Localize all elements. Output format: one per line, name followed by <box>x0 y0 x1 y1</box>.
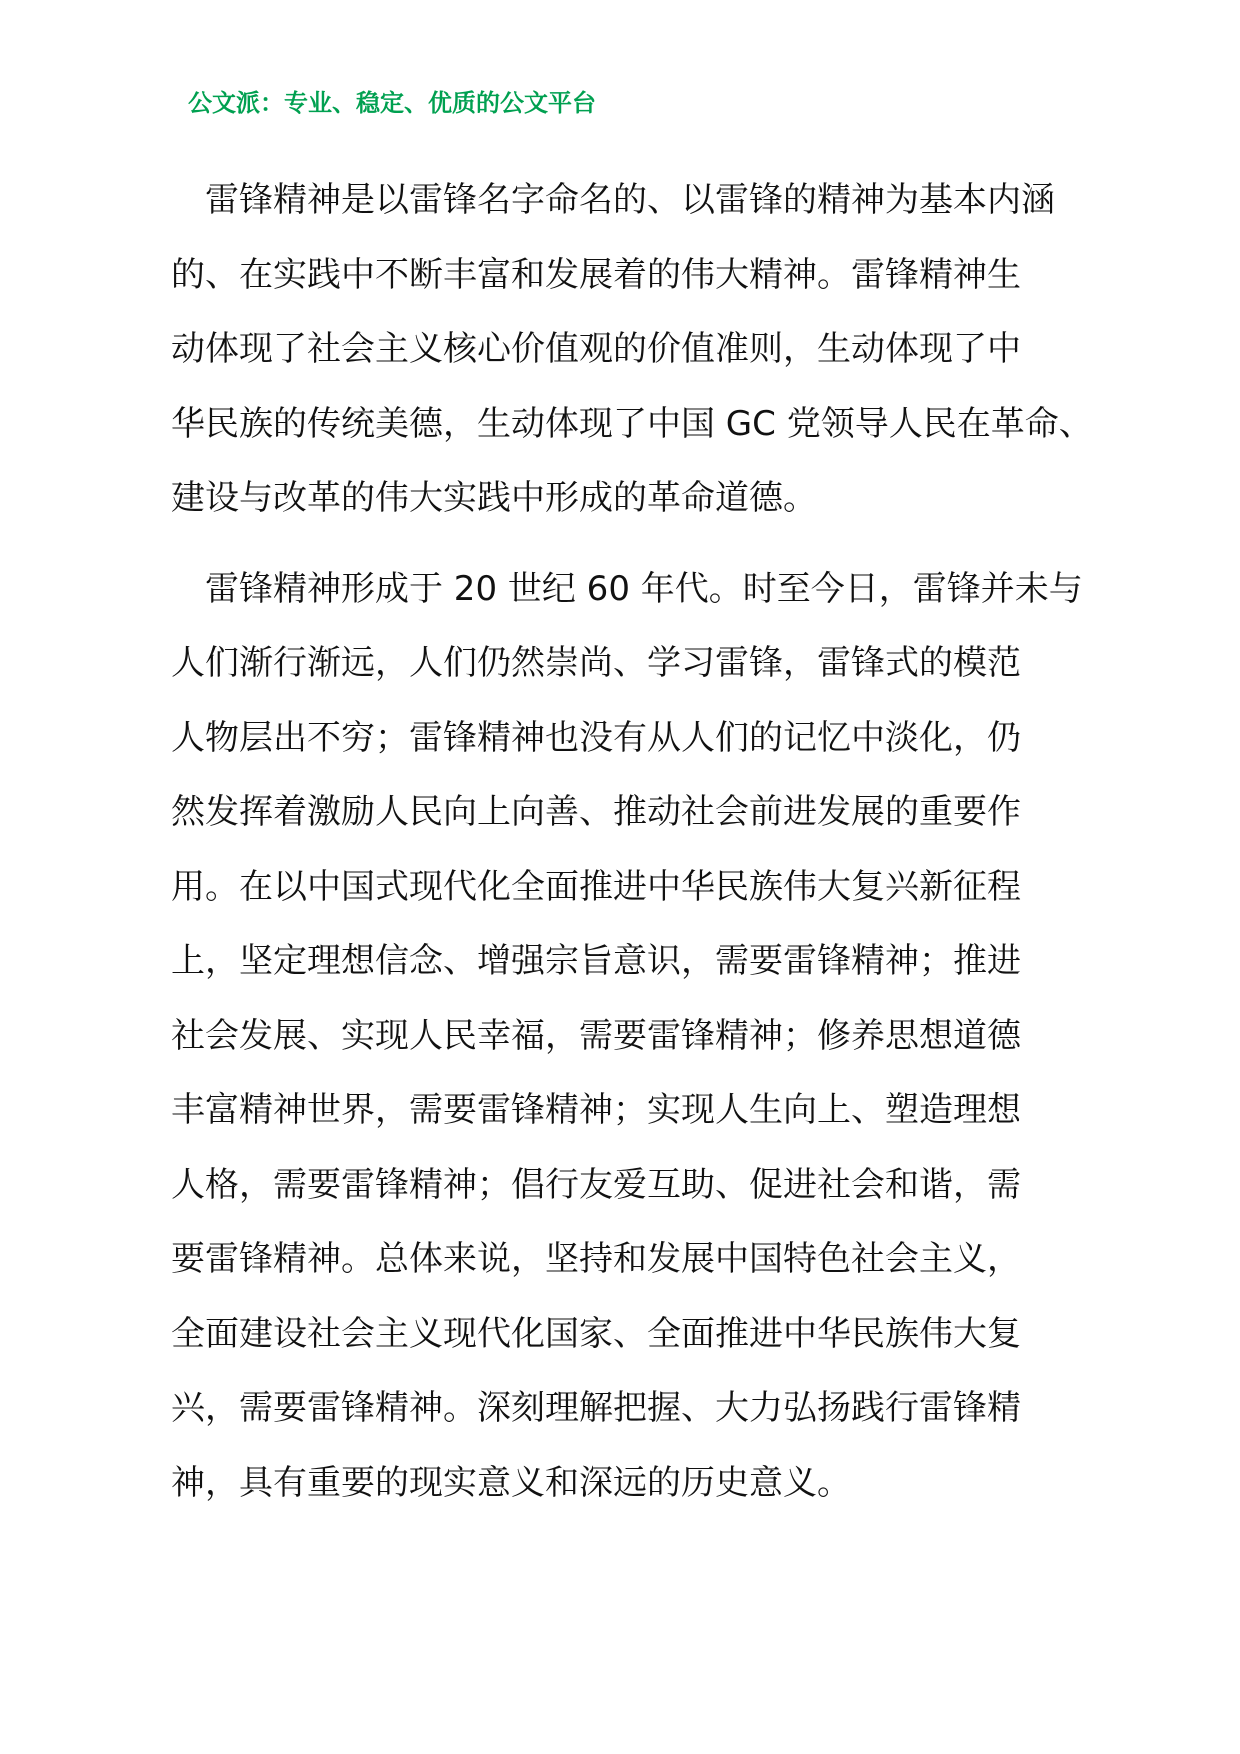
paragraph-line: 雷锋精神形成于 20 世纪 60 年代。时至今日，雷锋并未与 <box>205 568 1083 609</box>
paragraph-line: 建设与改革的伟大实践中形成的革命道德。 <box>171 478 817 518</box>
paragraph-line: 用。在以中国式现代化全面推进中华民族伟大复兴新征程 <box>171 866 1021 907</box>
paragraph-line: 全面建设社会主义现代化国家、全面推进中华民族伟大复 <box>171 1313 1021 1354</box>
site-header-title: 公文派：专业、稳定、优质的公文平台 <box>188 89 596 117</box>
document-body <box>171 163 1093 1536</box>
paragraph-line: 动体现了社会主义核心价值观的价值准则，生动体现了中 <box>171 329 1021 369</box>
paragraph-1 <box>171 163 1093 536</box>
paragraph-line: 华民族的传统美德，生动体现了中国 GC 党领导人民在革命、 <box>171 403 1093 444</box>
paragraph-line: 人物层出不穷；雷锋精神也没有从人们的记忆中淡化，仍 <box>171 717 1021 758</box>
paragraph-line: 然发挥着激励人民向上向善、推动社会前进发展的重要作 <box>171 792 1021 832</box>
paragraph-line: 雷锋精神是以雷锋名字命名的、以雷锋的精神为基本内涵 <box>205 180 1055 220</box>
paragraph-line: 的、在实践中不断丰富和发展着的伟大精神。雷锋精神生 <box>171 254 1021 295</box>
paragraph-2 <box>171 552 1083 1521</box>
paragraph-line: 上，坚定理想信念、增强宗旨意识，需要雷锋精神；推进 <box>171 941 1021 981</box>
paragraph-line: 神，具有重要的现实意义和深远的历史意义。 <box>171 1462 851 1503</box>
paragraph-line: 人格，需要雷锋精神；倡行友爱互助、促进社会和谐，需 <box>171 1164 1021 1205</box>
paragraph-line: 丰富精神世界，需要雷锋精神；实现人生向上、塑造理想 <box>171 1090 1021 1130</box>
paragraph-line: 人们渐行渐远，人们仍然崇尚、学习雷锋，雷锋式的模范 <box>171 643 1021 683</box>
paragraph-line: 要雷锋精神。总体来说，坚持和发展中国特色社会主义， <box>171 1239 1021 1279</box>
paragraph-line: 兴，需要雷锋精神。深刻理解把握、大力弘扬践行雷锋精 <box>171 1388 1021 1428</box>
paragraph-line: 社会发展、实现人民幸福，需要雷锋精神；修养思想道德 <box>171 1015 1021 1056</box>
